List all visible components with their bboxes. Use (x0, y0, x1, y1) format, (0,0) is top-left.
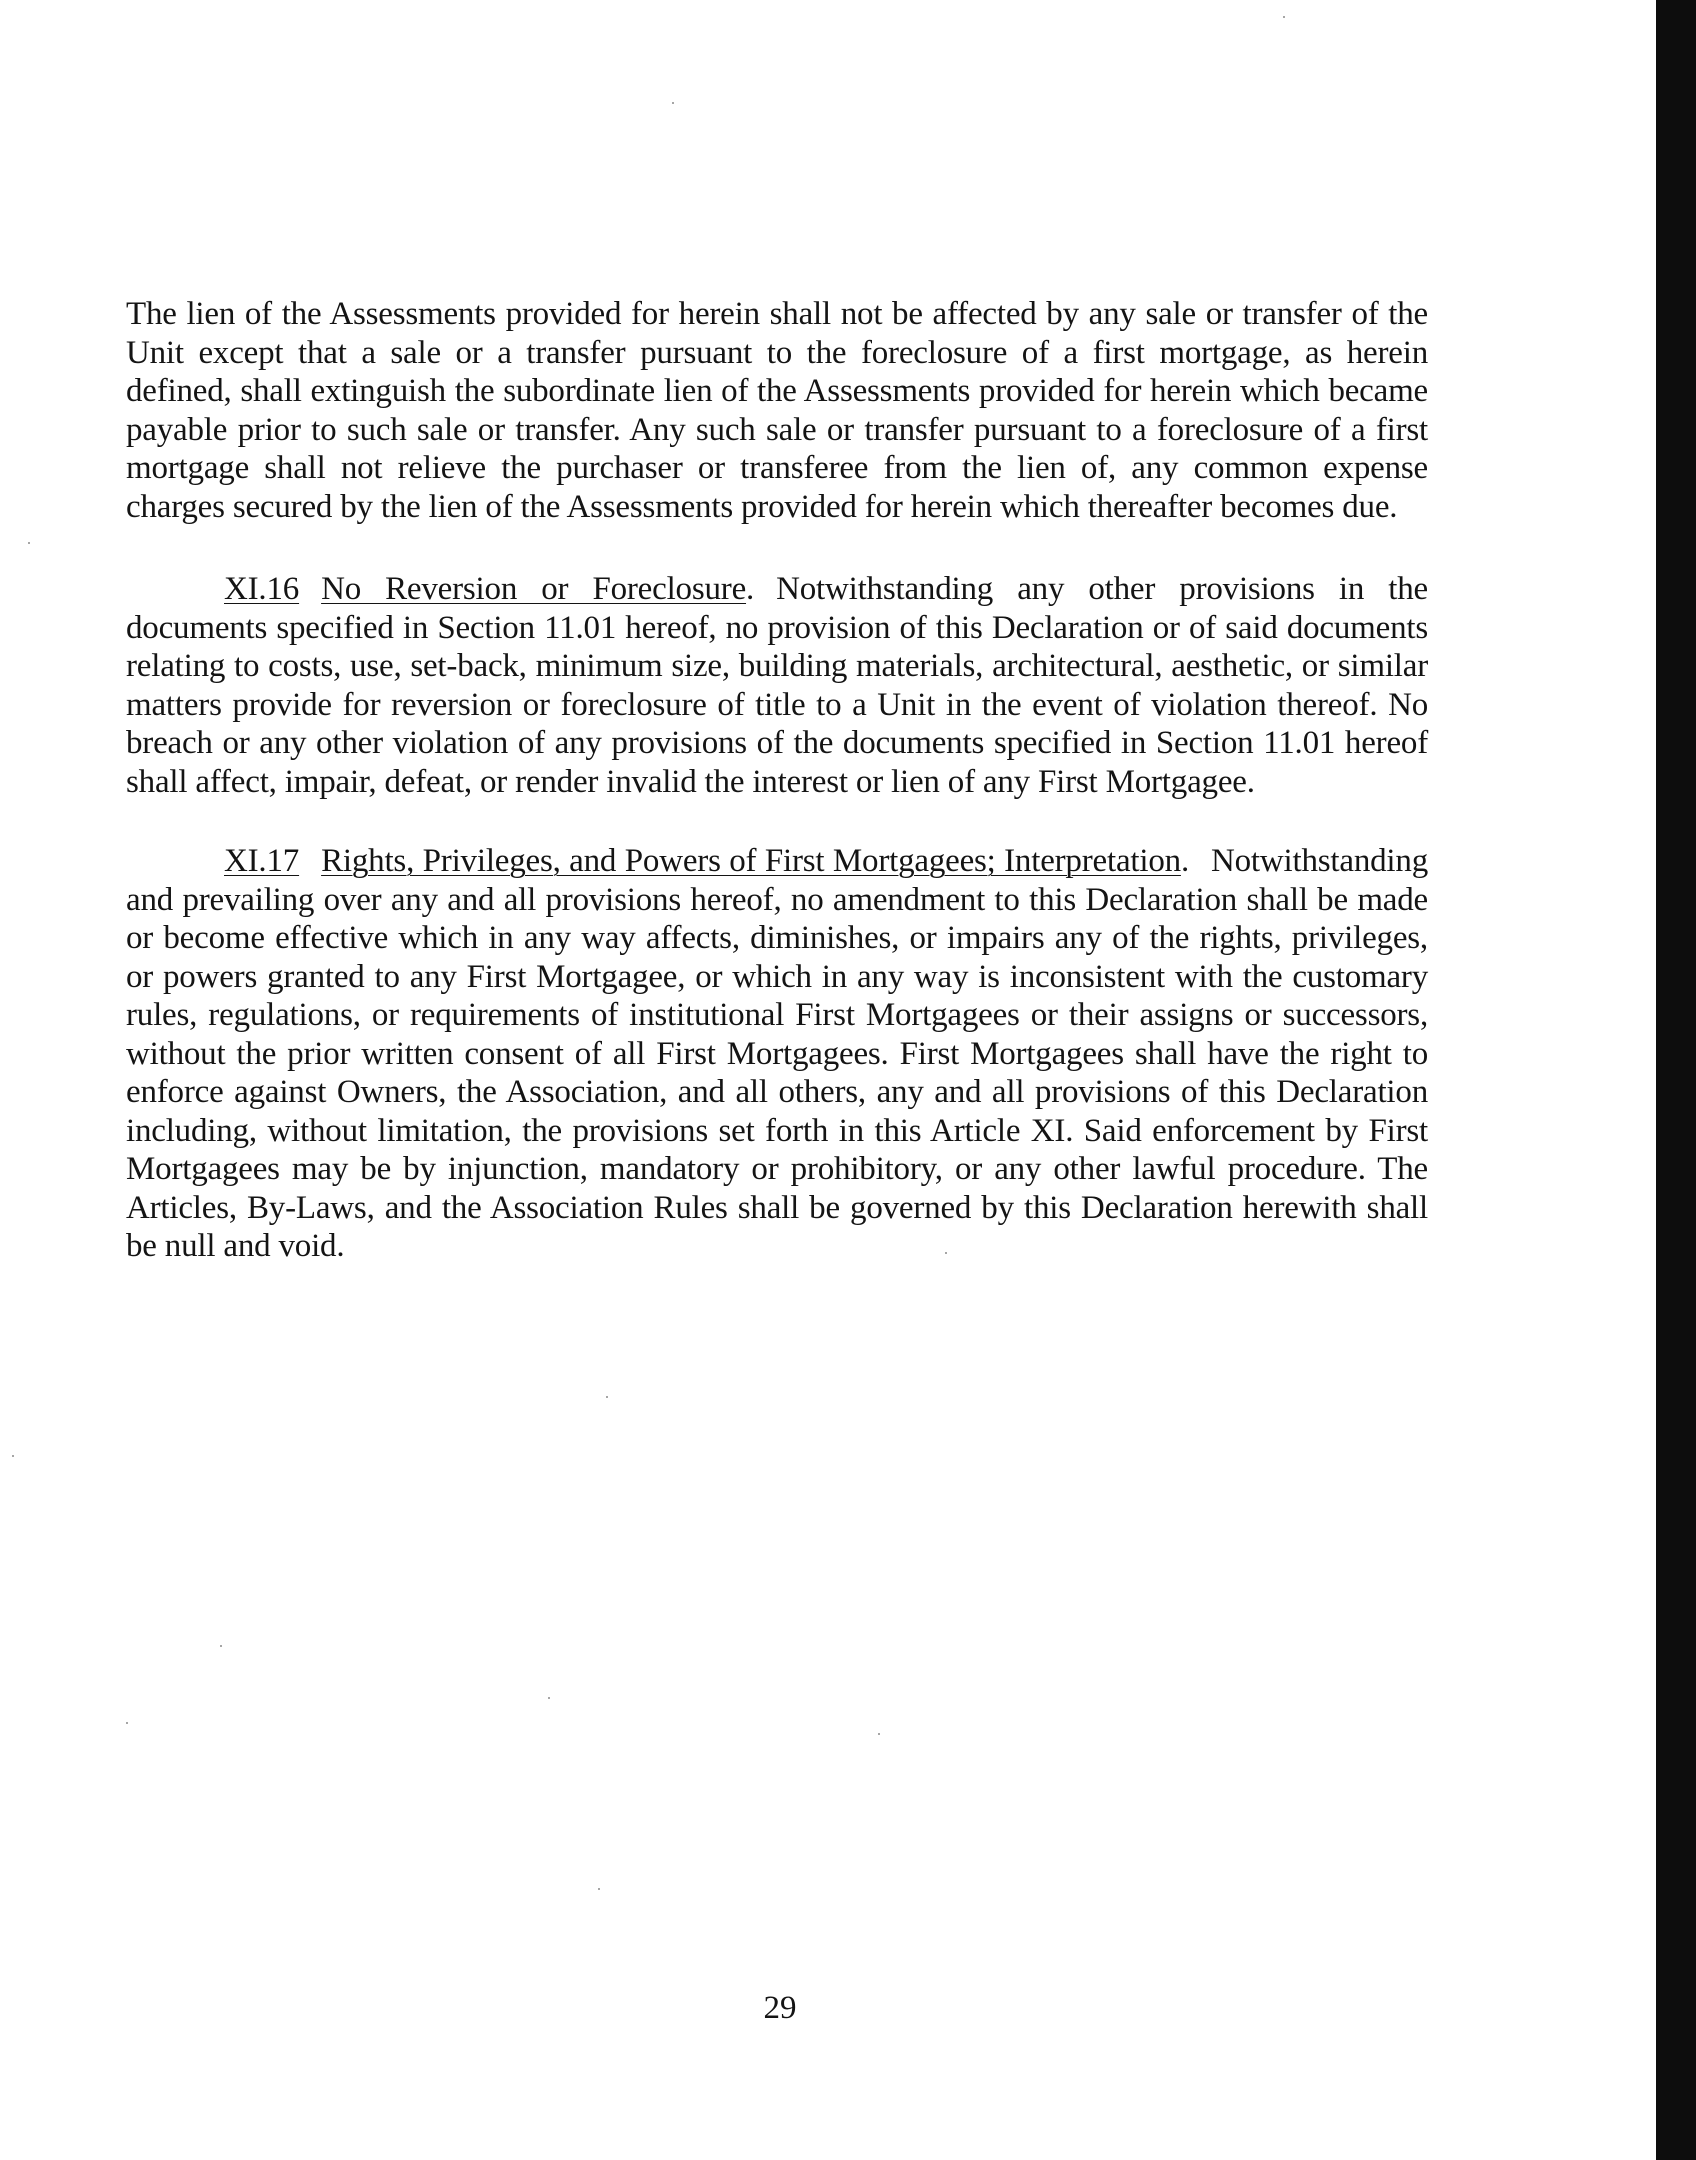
section-xi-17 (126, 842, 1428, 1266)
scan-speck (878, 1733, 880, 1735)
scan-speck (220, 1645, 222, 1647)
page-number: 29 (763, 1990, 797, 2026)
section-title-period: . (1180, 843, 1189, 879)
section-xi-16 (126, 570, 1428, 801)
scan-speck (598, 1888, 600, 1890)
scan-speck (672, 102, 674, 104)
section-number: XI.17 (224, 843, 300, 879)
scan-speck (1283, 16, 1285, 18)
section-body: Notwithstanding any other provisions in the documents specified in Section 11.01 hereof, no provision of this Declaration or of said documents relating to costs, use, set-back, minimum size, building materials, architectural, aesthetic, or similar matters provide for reversion or foreclosure of title to a Unit in the event of violation thereof. No breach or any other violation of any provisions of the documents specified in Section 11.01 hereof shall affect, impair, defeat, or render invalid the interest or lien of any First Mortgagee. (126, 571, 1428, 800)
paragraph-lien-of-assessments: The lien of the Assessments provided for herein shall not be affected by any sale or transfer of the Unit except that a sale or a transfer pursuant to the foreclosure of a first mortgage, as herein defined, shall extinguish the subordinate lien of the Assessments provided for herein which became payable prior to such sale or transfer. Any such sale or transfer pursuant to a foreclosure of a first mortgage shall not relieve the purchaser or transferee from the lien of, any common expense charges secured by the lien of the Assessments provided for herein which thereafter becomes due. (126, 296, 1428, 525)
scan-speck (12, 1455, 14, 1457)
section-title: No Reversion or Foreclosure (321, 571, 747, 607)
section-body: Notwithstanding and prevailing over any and all provisions hereof, no amendment to this Declaration shall be made or become effective which in any way affects, diminishes, or impairs any of the rights, privileges, or powers granted to any First Mortgagee, or which in any way is inconsistent with the customary rules, regulations, or requirements of institutional First Mortgagees or their assigns or successors, without the prior written consent of all First Mortgagees. First Mortgagees shall have the right to enforce against Owners, the Association, and all others, any and all provisions of this Declaration including, without limitation, the provisions set forth in this Article XI. Said enforcement by First Mortgagees may be by injunction, mandatory or prohibitory, or any other lawful procedure. The Articles, By-Laws, and the Association Rules shall be governed by this Declaration herewith shall be null and void. (126, 843, 1428, 1264)
scan-speck (548, 1697, 550, 1699)
scan-speck (606, 1396, 608, 1398)
section-title-period: . (746, 571, 755, 607)
scan-edge-shadow (1656, 0, 1696, 2160)
section-number: XI.16 (224, 571, 300, 607)
scan-speck (126, 1722, 128, 1724)
section-title: Rights, Privileges, and Powers of First Mortgagees; Interpretation (321, 843, 1181, 879)
scan-speck (28, 542, 30, 544)
